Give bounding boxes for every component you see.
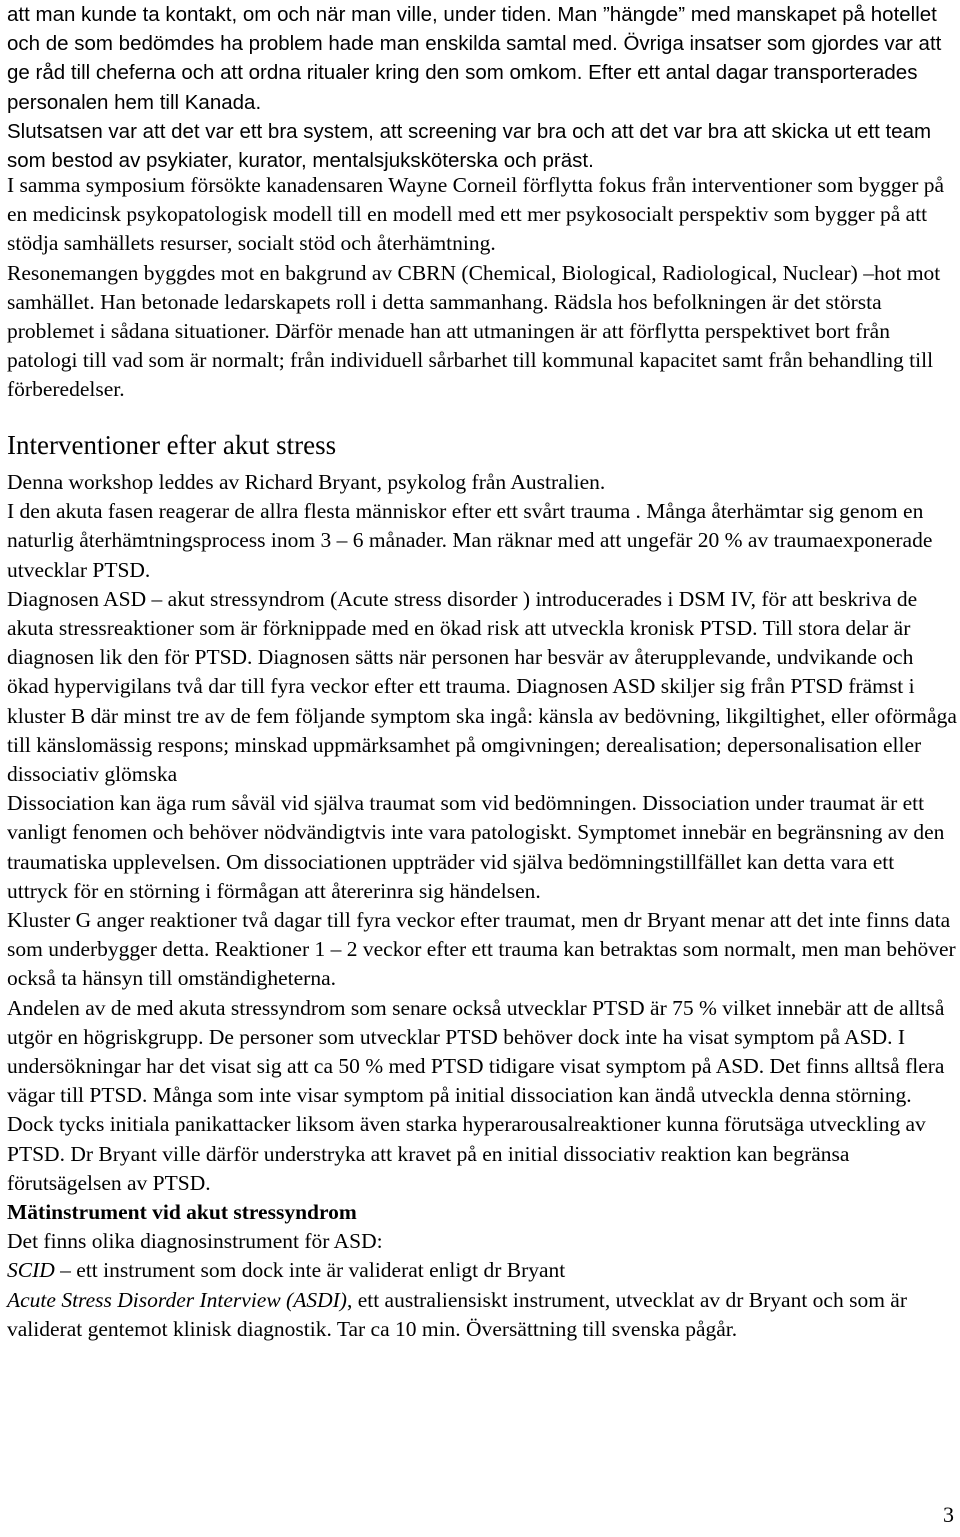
paragraph: att man kunde ta kontakt, om och när man ville, under tiden. Man ”hängde” med manskapet på hotellet och de som bedömdes ha problem hade man enskilda samtal med. Övriga insatser som gjordes var att ge råd till cheferna och att ordna ritualer kring den som omkom. Efter ett antal dagar transporterades personalen hem till Kanada. [7,3,942,114]
bryant-section [7,468,957,1344]
paragraph: Slutsatsen var att det var ett bra system, att screening var bra och att det var bra att skicka ut ett team som bestod av psykiater, kurator, mentalsjuksköterska och präst. [7,119,932,173]
page-number: 3 [943,1502,954,1527]
instrument-term: SCID [7,1258,55,1283]
paragraph: Kluster G anger reaktioner två dagar till fyra veckor efter traumat, men dr Bryant menar att det inte finns data som underbygger detta. Reaktioner 1 – 2 veckor efter ett trauma kan betraktas som normalt, men man behöver också ta hänsyn till omständigheterna. [7,908,956,991]
paragraph: Resonemangen byggdes mot en bakgrund av CBRN (Chemical, Biological, Radiological, Nuclear) –hot mot samhället. Han betonade ledarskapets roll i detta sammanhang. Rädsla hos befolkningen är det största problemet i sådana situationer. Därför menade han att utmaningen är att förflytta perspektivet bort från patologi till vad som är normalt; från individuell sårbarhet till kommunal kapacitet samt från behandling till förberedelser. [7,260,941,402]
paragraph: Det finns olika diagnosinstrument för ASD: [7,1229,383,1254]
paragraph: I den akuta fasen reagerar de allra flesta människor efter ett svårt trauma . Många återhämtar sig genom en naturlig återhämtningsprocess inom 3 – 6 månader. Man räknar med att ungefär 20 % av traumaexponerade utvecklar PTSD. [7,499,933,582]
instrument-item [7,1256,957,1285]
section-heading: Interventioner efter akut stress [7,430,337,460]
subheading: Mätinstrument vid akut stressyndrom [7,1200,357,1225]
paragraph: I samma symposium försökte kanadensaren Wayne Corneil förflytta fokus från interventioner som bygger på en medicinsk psykopatologisk modell till en modell med ett mer psykosocialt perspektiv som bygger på att stödja samhällets resurser, socialt stöd och återhämtning. [7,173,945,256]
instrument-description: – ett instrument som dock inte är validerat enligt dr Bryant [54,1258,566,1283]
corneil-section [7,171,957,405]
paragraph: Diagnosen ASD – akut stressyndrom (Acute stress disorder ) introducerades i DSM IV, för att beskriva de akuta stressreaktioner som är förknippade med en ökad risk att utveckla kronisk PTSD. Till stora delar är diagnosen lik den för PTSD. Diagnosen sätts när personen har besvär av återupplevande, undvikande och ökad hypervigilans två dar till fyra veckor efter ett trauma. Diagnosen ASD skiljer sig från PTSD främst i kluster B där minst tre av de fem följande symptom ska ingå: känsla av bedövning, likgiltighet, eller oförmåga till känslomässig respons; minskad uppmärksamhet på omgivningen; derealisation; depersonalisation eller dissociativ glömska [7,586,957,787]
paragraph: Andelen av de med akuta stressyndrom som senare också utvecklar PTSD är 75 % vilket innebär att de alltså utgör en högriskgrupp. De personer som utvecklar PTSD behöver dock inte ha visat symptom på ASD. I undersökningar har det visat sig att ca 50 % med PTSD tidigare visat symptom på ASD. Det finns alltså flera vägar till PTSD. Många som inte visar symptom på initial dissociation kan ändå utveckla denna störning. Dock tycks initiala panikattacker liksom även starka hyperarousalreaktioner kunna förutsäga utveckling av PTSD. Dr Bryant ville därför understryka att kravet på en initial dissociativ reaktion kan begränsa förutsägelsen av PTSD. [7,995,945,1195]
paragraph: Dissociation kan äga rum såväl vid själva traumat som vid bedömningen. Dissociation under traumat är ett vanligt fenomen och behöver nödvändigtvis inte vara patologiskt. Symptomet innebär en begränsning av den traumatiska upplevelsen. Om dissociationen uppträder vid själva bedömningstillfället kan detta vara ett uttryck för en störning i förmågan att återerinra sig händelsen. [7,791,945,903]
instrument-term: Acute Stress Disorder Interview (ASDI) [7,1287,347,1312]
paragraph: Denna workshop leddes av Richard Bryant, psykolog från Australien. [7,470,606,494]
intro-section [7,0,957,175]
instrument-description: , ett australiensiskt instrument, utvecklat av dr Bryant och som är validerat gentemot klinisk diagnostik. Tar ca 10 min. Översättning till svenska pågår. [7,1287,907,1341]
instrument-item [7,1286,957,1344]
